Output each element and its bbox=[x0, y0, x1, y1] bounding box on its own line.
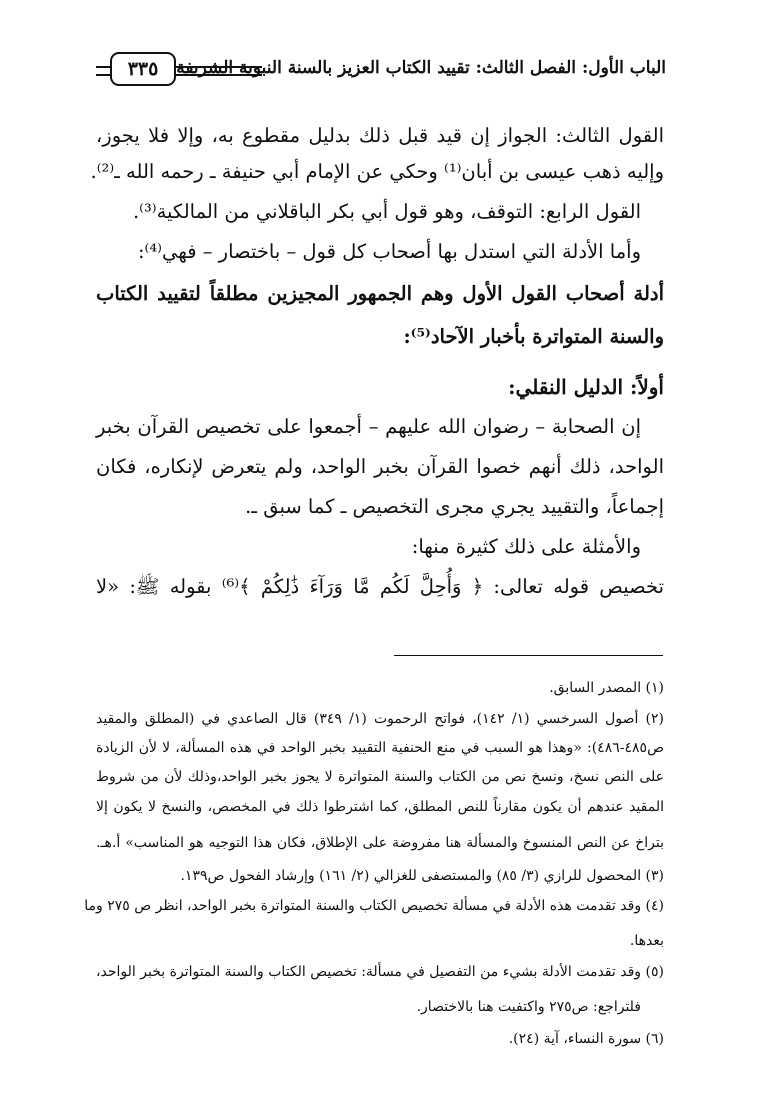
footnote: (٦) سورة النساء، آية (٢٤). bbox=[508, 1031, 664, 1047]
body-line: إن الصحابة – رضوان الله عليهم – أجمعوا على تخصيص القرآن بخبر bbox=[96, 415, 641, 438]
body-line: والسنة المتواترة بأخبار الآحاد⁽⁵⁾: bbox=[403, 325, 664, 348]
body-line: القول الرابع: التوقف، وهو قول أبي بكر الباقلاني من المالكية⁽³⁾. bbox=[132, 200, 641, 223]
body-line: إجماعاً، والتقييد يجري مجرى التخصيص ـ كما سبق ـ. bbox=[245, 495, 664, 518]
footnote: (٣) المحصول للرازي (٣/ ٨٥) والمستصفى للغزالي (٢/ ١٦١) وإرشاد الفحول ص١٣٩. bbox=[180, 868, 664, 884]
body-line: القول الثالث: الجواز إن قيد قبل ذلك بدليل مقطوع به، وإلا فلا يجوز، bbox=[96, 124, 664, 147]
section-heading: أولاً: الدليل النقلي: bbox=[508, 375, 664, 399]
footnote: (٢) أصول السرخسي (١/ ١٤٢)، فواتح الرحموت (١/ ٣٤٩) قال الصاعدي في (المطلق والمقيد bbox=[96, 711, 665, 727]
footnote: (٤) وقد تقدمت هذه الأدلة في مسألة تخصيص الكتاب والسنة المتواترة بخبر الواحد، انظر ص ٢٧٥ وما bbox=[84, 898, 664, 914]
footnote-continuation: ص٤٨٥-٤٨٦): «وهذا هو السبب في منع الحنفية التقييد بخبر الواحد في هذه المسألة، لا لأن الزيادة bbox=[96, 740, 664, 756]
footnote-divider bbox=[394, 655, 663, 656]
body-line: تخصيص قوله تعالى: ﴿ وَأُحِلَّ لَكُم مَّا وَرَآءَ ذَٰلِكُمْ ﴾⁽⁶⁾ بقوله ﷺ: «لا bbox=[96, 575, 664, 598]
body-line: وأما الأدلة التي استدل بها أصحاب كل قول – باختصار – فهي⁽⁴⁾: bbox=[137, 240, 641, 263]
body-line: وإليه ذهب عيسى بن أبان⁽¹⁾ وحكي عن الإمام أبي حنيفة ـ رحمه الله ـ⁽²⁾. bbox=[90, 160, 664, 183]
body-line: أدلة أصحاب القول الأول وهم الجمهور المجيزين مطلقاً لتقييد الكتاب bbox=[96, 282, 664, 305]
running-header bbox=[96, 52, 666, 88]
footnote-continuation: المقيد عندهم أن يكون مقارناً للنص المطلق، كما اشترطوا ذلك في المخصص، والنسخ لا يكون إلا bbox=[96, 799, 664, 815]
footnote-continuation: بتراخ عن النص المنسوخ والمسألة هنا مفروضة على الإطلاق، فكان هذا التوجيه هو المناسب» أ.هـ. bbox=[96, 835, 664, 851]
body-line: الواحد، ذلك أنهم خصوا القرآن بخبر الواحد، ولم يتعرض لإنكاره، فكان bbox=[96, 455, 664, 478]
body-line: والأمثلة على ذلك كثيرة منها: bbox=[411, 535, 641, 558]
footnote-continuation: بعدها. bbox=[629, 933, 664, 949]
footnote: (١) المصدر السابق. bbox=[549, 680, 664, 696]
footnote-continuation: فلتراجع: ص٢٧٥ واكتفيت هنا بالاختصار. bbox=[416, 999, 641, 1015]
header-rule-end bbox=[96, 66, 110, 76]
page-number: ٣٣٥ bbox=[110, 52, 176, 86]
footnote: (٥) وقد تقدمت الأدلة بشيء من التفصيل في مسألة: تخصيص الكتاب والسنة المتواترة بخبر الواحد، bbox=[96, 964, 664, 980]
header-rule bbox=[174, 66, 262, 76]
footnote-continuation: على النص نسخ، ونسخ نص من الكتاب والسنة المتواترة لا يجوز بخبر الواحد،وذلك لأن من شروط bbox=[96, 769, 664, 785]
running-title: الباب الأول: الفصل الثالث: تقييد الكتاب العزيز بالسنة النبوية الشريفة bbox=[176, 58, 666, 78]
